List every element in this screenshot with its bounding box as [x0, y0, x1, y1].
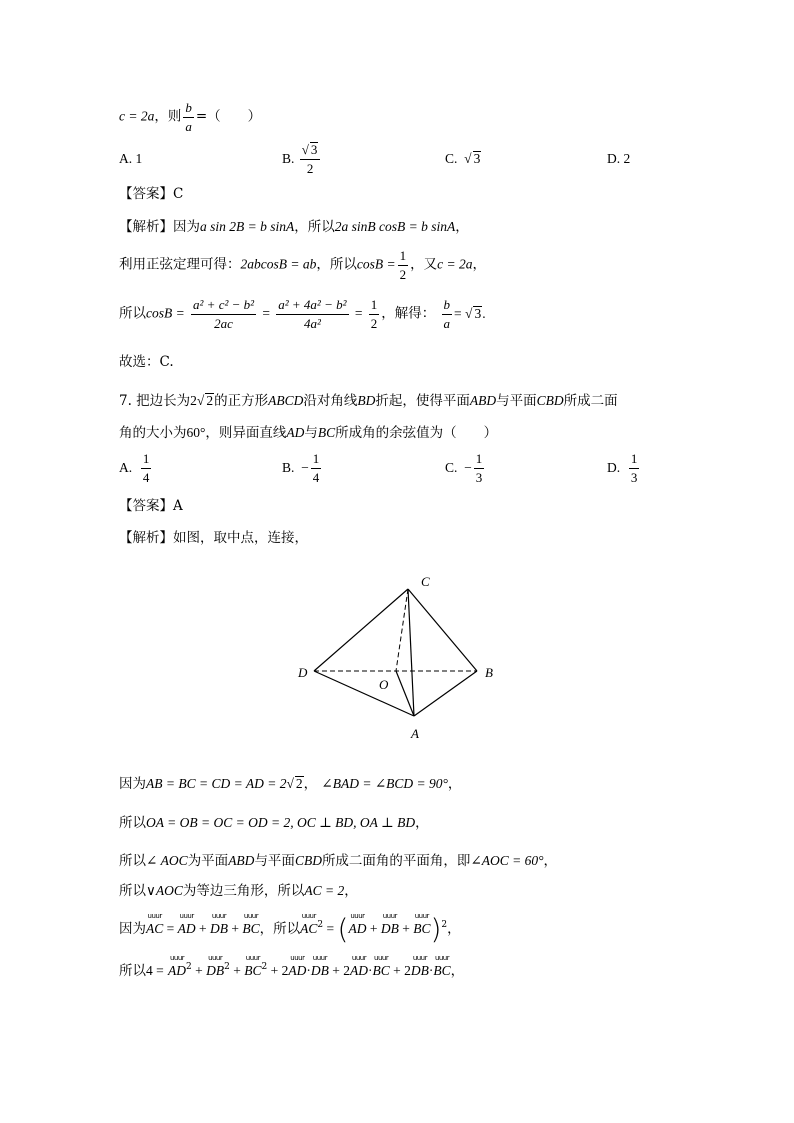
q7-s3-m1: ∠ AOC: [146, 853, 188, 868]
q6-exp1-text3: ，: [455, 219, 469, 235]
q7-option-c-num: 1: [474, 452, 485, 469]
q7-s5-paren-bc: uuur BC: [413, 922, 430, 936]
q7-option-d-num: 1: [629, 452, 640, 469]
q7-option-b-den: 4: [312, 469, 320, 485]
q7-s3-b: 为平面: [187, 853, 229, 869]
q7-explanation-text: 如图，取中点，连接，: [173, 530, 308, 546]
q7-s1-c: ，: [447, 776, 462, 792]
q7-option-c-sign: −: [464, 460, 472, 476]
q7-stem-line-2: [119, 426, 497, 441]
q7-s6-a: 所以: [119, 963, 146, 979]
q7-s5-b: ，所以: [259, 921, 301, 937]
q6-exp3-math1: cosB =: [146, 305, 185, 321]
q7-l2-m2: AD: [286, 425, 305, 440]
q6-exp3-fraction-3: [369, 298, 380, 330]
q6-option-c: C. √ 3: [445, 151, 481, 166]
q6-option-b-den: 2: [306, 161, 314, 177]
q7-s3-m2: ABD: [228, 853, 255, 868]
q7-s6-ad: uuur AD: [168, 964, 186, 978]
q7-s5-vec-ac-sq: uuur AC: [300, 922, 317, 936]
label-c: C: [421, 574, 430, 589]
q7-s6-bc: uuur BC: [244, 964, 261, 978]
q6-explanation-2: [119, 249, 486, 281]
q6-option-c-value: 3: [473, 151, 481, 166]
edge-cb: [408, 589, 477, 671]
q7-option-a-fraction: [141, 452, 152, 484]
q7-s6-bc-4: uuur BC: [433, 964, 450, 978]
q7-option-a-label: A.: [119, 460, 133, 476]
q7-s5-a: 因为: [119, 921, 146, 937]
q7-l1-d: 折起，使得平面: [375, 393, 470, 409]
q6-exp3-text1: 所以: [119, 305, 146, 322]
label-o: O: [379, 677, 389, 692]
q7-l1-e: 与平面: [496, 393, 537, 409]
q7-step-5: 因为uuur AC = uuur AD + uuur DB + uuur BC，所以uuur $AC^2$ = (uuur AD + uuur DB + uuur BC)$^2$，: [119, 921, 461, 937]
q7-s5-vec-bc: uuur BC: [242, 922, 259, 936]
q7-s6-db-2: uuur DB: [311, 964, 329, 978]
q7-s3-c: 与平面: [254, 853, 295, 869]
q7-option-c-den: 3: [475, 469, 483, 485]
q7-explanation-intro: [119, 532, 308, 546]
q7-option-d: [607, 452, 641, 484]
q6-explanation-1: [119, 220, 469, 235]
q7-l1-m4: ABD: [469, 393, 497, 408]
q7-l1-a: 7. 把边长为: [119, 393, 191, 409]
q6-frac-den: a: [185, 118, 192, 134]
q7-option-b-label: B.: [282, 460, 295, 476]
q6-exp1-text2: ，所以: [294, 219, 335, 235]
q7-answer: 【答案】A: [119, 498, 183, 514]
q6-exp1-math2: 2a sinB cosB = b sinA: [334, 219, 456, 234]
q6-exp3-f2-den: 4a²: [303, 315, 321, 331]
q7-l2-m3: BC: [317, 425, 336, 440]
q7-l2-c: 与: [304, 425, 318, 441]
q7-option-c-label: C.: [445, 460, 458, 476]
q6-exp2-text1: 利用正弦定理可得：: [119, 256, 241, 273]
q7-s1-b: ，: [303, 776, 318, 792]
q6-exp3-text2: ，解得：: [381, 305, 436, 322]
q7-s5-vec-ad: uuur AD: [178, 922, 196, 936]
q7-step-6: 所以4 = uuur $AD^2$ + uuur $DB^2$ + uuur $BC^2$ + 2uuur AD·uuur DB + 2uuur AD·uuur BC + 2uuur DB·uuur BC，: [119, 963, 464, 979]
q6-explanation-3: 所以cosB = $\frac{\text{a² + c² − b²}}{2ac}$ = $\frac{\text{a² + 4a² − b²}}{\text{4a²}}$ = $\frac{1}{2}$ ，解得： $\frac{b}{a}$ = √ 3.: [119, 297, 486, 331]
label-b: B: [485, 665, 493, 680]
q6-stem-tail: =（ ）: [195, 108, 262, 125]
q6-option-b-num: 3: [310, 142, 318, 157]
q6-exp1-math1: a sin 2B = b sinA: [200, 219, 295, 234]
q6-exp3-f3-num: 1: [369, 298, 380, 315]
q6-exp2-text3: ，又: [410, 256, 438, 273]
q6-exp3-result: 3: [474, 305, 482, 321]
q6-exp3-fraction-2: [276, 298, 348, 330]
q7-l1-m2: ABCD: [268, 393, 304, 408]
q7-s1-m1: AB = BC = CD = AD = 2: [146, 776, 287, 791]
q7-step-1: 因为AB = BC = CD = AD = 2√ 2， ∠BAD = ∠BCD = 90°，: [119, 776, 462, 792]
q7-s4-c: ，: [344, 883, 358, 899]
q7-s4-b: 为等边三角形，所以: [182, 883, 305, 899]
q7-l2-a: 角的大小为: [119, 425, 187, 441]
q6-option-a: A. 1: [119, 151, 143, 166]
q7-s6-four: 4 =: [146, 963, 164, 978]
q6-exp2-num: 1: [398, 249, 409, 266]
q6-exp3-fraction-1: [191, 298, 256, 330]
q7-option-b-fraction: [311, 452, 322, 484]
q7-s1-m2: ∠BAD = ∠BCD = 90°: [321, 776, 448, 791]
q6-option-b-label: B.: [282, 150, 295, 166]
q7-s5-c: ，: [447, 921, 461, 937]
q6-answer: 【答案】C: [119, 186, 184, 202]
q7-option-d-fraction: [629, 452, 640, 484]
q7-s6-db-4: uuur DB: [411, 964, 429, 978]
q7-s3-e: ，: [543, 853, 558, 869]
q7-l1-b: 的正方形: [214, 393, 269, 409]
q6-stem: [119, 101, 261, 133]
pyramid-figure: [290, 570, 510, 745]
q6-exp2-den: 2: [399, 266, 407, 282]
q6-frac-num: b: [183, 101, 194, 118]
q6-exp2-fraction: [398, 249, 409, 281]
label-a: A: [411, 726, 419, 741]
q7-l2-d: 所成角的余弦值为（ ）: [335, 425, 498, 441]
q7-option-d-label: D.: [607, 460, 621, 476]
q6-exp3-f4-num: b: [442, 298, 453, 315]
q6-option-b-fraction: $\frac{√ 3}{2}$: [300, 142, 321, 176]
q7-option-d-den: 3: [630, 469, 638, 485]
q7-l2-m1: 60°: [186, 425, 206, 440]
label-d: D: [298, 665, 308, 680]
q6-exp3-fraction-4: [442, 298, 453, 330]
q7-l1-f: 所成二面: [563, 393, 618, 409]
q7-l1-c: 沿对角线: [303, 393, 358, 409]
q7-option-c: [445, 452, 486, 484]
q6-stem-text: ，则: [154, 108, 182, 125]
q7-s1-a: 因为: [119, 776, 146, 792]
q7-s3-a: 所以: [119, 853, 146, 869]
q7-option-b-sign: −: [301, 460, 309, 476]
edge-dc: [314, 589, 408, 671]
q6-exp2-math3: c = 2a: [437, 256, 473, 272]
q7-l1-root: 2: [206, 393, 214, 408]
q7-s4-m1: ∨AOC: [146, 883, 183, 898]
q6-option-d: D. 2: [607, 151, 631, 166]
q6-exp2-math1: 2abcosB = ab: [240, 256, 317, 272]
q7-s4-a: 所以: [119, 883, 146, 899]
q7-s6-db: uuur DB: [206, 964, 224, 978]
q7-s5-paren-ad: uuur AD: [348, 922, 366, 936]
q6-exp3-f1-den: 2ac: [214, 315, 233, 331]
q7-s5-vec-db: uuur DB: [210, 922, 228, 936]
q7-option-b: [282, 452, 323, 484]
q7-s6-bc-3: uuur BC: [373, 964, 390, 978]
q7-l1-m5: CBD: [536, 393, 564, 408]
edge-ca: [408, 589, 414, 716]
q6-exp1-text1: 因为: [173, 219, 200, 235]
q7-s6-b: ，: [450, 963, 465, 979]
q7-s6-ad-2: uuur AD: [288, 964, 306, 978]
q7-explanation-label: 【解析】: [119, 530, 173, 546]
q7-step-2: [119, 816, 429, 831]
q7-s2-b: ，: [415, 815, 429, 831]
q7-step-4: [119, 884, 358, 899]
q6-stem-condition: c = 2a: [119, 108, 155, 124]
q7-s4-m2: AC = 2: [304, 883, 345, 898]
q7-l2-b: ，则异面直线: [205, 425, 287, 441]
q6-exp2-math2: cosB =: [356, 256, 396, 272]
q7-option-a-den: 4: [142, 469, 150, 485]
q7-s1-root: 2: [295, 776, 303, 791]
edge-ab: [414, 671, 477, 716]
q7-s5-vec-ac: uuur AC: [146, 922, 163, 936]
edge-co-hidden: [396, 589, 408, 671]
q7-s2-m1: OA = OB = OC = OD = 2, OC ⊥ BD, OA ⊥ BD: [146, 815, 416, 830]
q7-s2-a: 所以: [119, 815, 146, 831]
q6-explanation-label: 【解析】: [119, 219, 173, 235]
q7-option-a: [119, 452, 153, 484]
q6-exp2-text2: ，所以: [316, 256, 357, 273]
q7-s5-paren-db: uuur DB: [381, 922, 399, 936]
q7-s3-d: 所成二面角的平面角，即: [321, 853, 471, 869]
q7-l1-m3: BD: [357, 393, 376, 408]
q7-s3-m3: CBD: [294, 853, 322, 868]
q6-exp3-f1-num: a² + c² − b²: [191, 298, 256, 315]
q7-l1-m1: 2: [190, 393, 197, 408]
q6-exp3-f4-den: a: [443, 315, 451, 331]
q7-step-3: [119, 854, 557, 869]
q7-stem-line-1: 7. 把边长为2√ 2的正方形ABCD沿对角线BD折起，使得平面ABD与平面CBD所成二面: [119, 393, 618, 409]
q7-option-b-num: 1: [311, 452, 322, 469]
q6-exp2-text4: ，: [472, 256, 486, 273]
q6-exp3-f2-num: a² + 4a² − b²: [276, 298, 348, 315]
q7-option-a-num: 1: [141, 452, 152, 469]
q6-option-b: [282, 142, 322, 176]
q6-stem-fraction: [183, 101, 194, 133]
q7-s3-m4: ∠AOC = 60°: [470, 853, 544, 868]
q6-exp3-f3-den: 2: [370, 315, 378, 331]
q7-option-c-fraction: [474, 452, 485, 484]
q7-s6-ad-3: uuur AD: [350, 964, 368, 978]
q6-conclusion: 故选：C.: [119, 354, 174, 370]
q6-option-c-label: C.: [445, 151, 458, 166]
